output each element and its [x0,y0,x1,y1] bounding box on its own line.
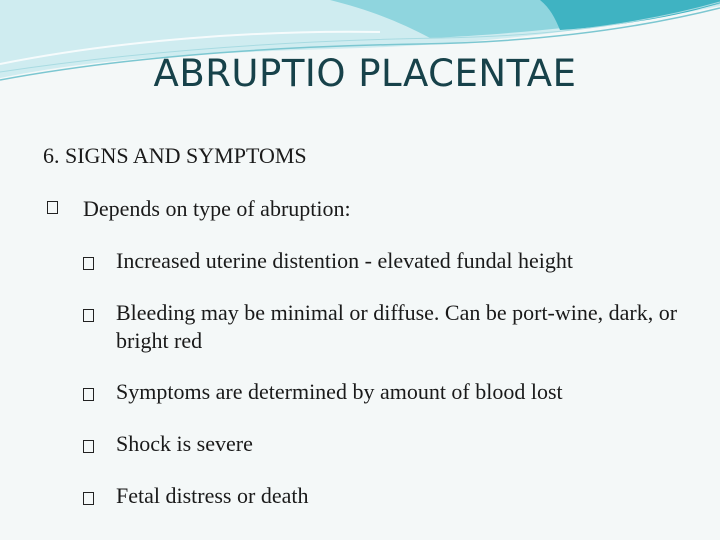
bullet-box-icon [83,492,94,505]
bullet-box-icon [83,440,94,453]
section-heading: 6. SIGNS AND SYMPTOMS [43,143,307,168]
bullet-box-icon [47,201,58,214]
subbullet-text: Shock is severe [116,431,253,456]
subbullet-text: Increased uterine distention - elevated fundal height [116,248,573,273]
subbullet-text: Bleeding may be minimal or diffuse. Can be port-wine, dark, or bright red [116,300,678,353]
slide-title: ABRUPTIO PLACENTAE [153,52,577,95]
bullet-box-icon [83,257,94,270]
bullet-box-icon [83,309,94,322]
subbullet-text: Fetal distress or death [116,483,309,508]
subbullet-text: Symptoms are determined by amount of blood lost [116,379,563,404]
bullet-text: Depends on type of abruption: [83,196,351,221]
bullet-box-icon [83,388,94,401]
